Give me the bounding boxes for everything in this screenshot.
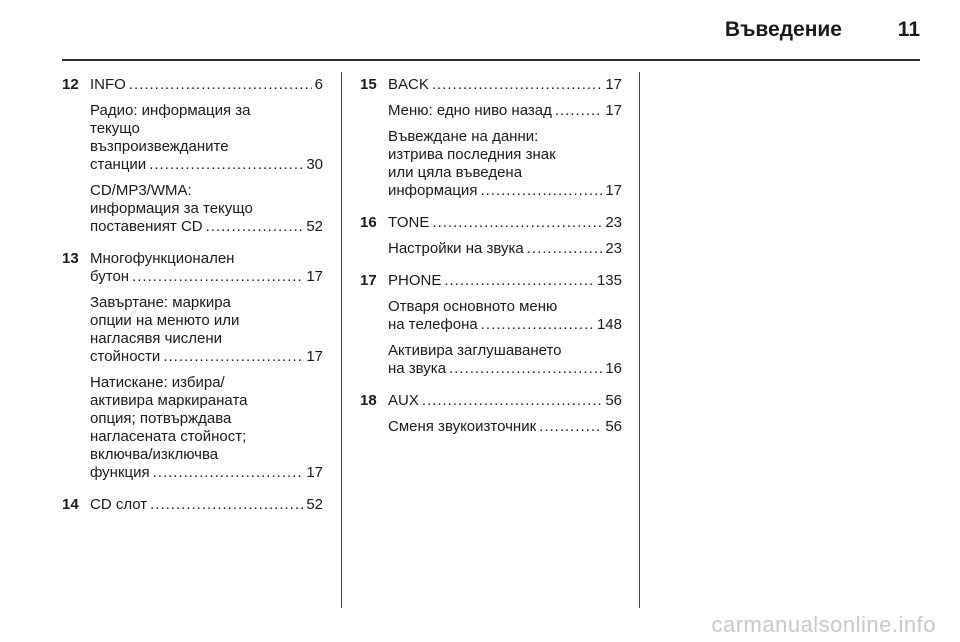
column-divider — [639, 72, 640, 608]
page-header — [62, 16, 920, 60]
sub-entry: Въвеждане на данни: изтрива последния знак или цяла въведена информация ..... 17 — [388, 128, 622, 200]
entry-number: 18 — [360, 392, 377, 409]
entry-main: BACK ..... 17 — [388, 76, 622, 94]
entry-number: 17 — [360, 272, 377, 289]
right-column — [360, 76, 622, 450]
sub-entry: Сменя звукоизточник ..... 56 — [388, 418, 622, 436]
sub-entry: Отваря основното меню на телефона ..... 148 — [388, 298, 622, 334]
page-ref: 135 — [596, 272, 622, 289]
page-ref: 17 — [605, 102, 622, 119]
page-number: 11 — [897, 18, 920, 41]
column-divider — [341, 72, 342, 608]
page-ref: 148 — [596, 316, 622, 333]
page-ref: 23 — [605, 240, 622, 257]
sub-entry: Радио: информация за текущо възпроизвежданите станции ..... 30 — [90, 102, 323, 174]
entry-18 — [360, 392, 622, 436]
page-ref: 30 — [306, 156, 323, 173]
entry-17 — [360, 272, 622, 378]
entry-main: INFO ..... 6 — [90, 76, 323, 94]
entry-main: бутон ..... 17 — [90, 268, 323, 286]
entry-main: TONE ..... 23 — [388, 214, 622, 232]
page-ref: 17 — [306, 268, 323, 285]
page-ref: 17 — [306, 348, 323, 365]
sub-entry: Натискане: избира/ активира маркираната опция; потвърждава нагласената стойност; включва/изключва функция ..... 17 — [90, 374, 323, 482]
left-column — [62, 76, 323, 528]
page-ref: 17 — [605, 76, 622, 93]
header-rule — [62, 59, 920, 61]
entry-number: 13 — [62, 250, 79, 267]
sub-entry: Активира заглушаването на звука ..... 16 — [388, 342, 622, 378]
entry-main: AUX ..... 56 — [388, 392, 622, 410]
sub-entry: Настройки на звука ..... 23 — [388, 240, 622, 258]
page-title: Въведение — [724, 18, 842, 41]
entry-main: PHONE ..... 135 — [388, 272, 622, 290]
entry-16 — [360, 214, 622, 258]
entry-main: CD слот ..... 52 — [90, 496, 323, 514]
page-ref: 17 — [306, 464, 323, 481]
entry-15 — [360, 76, 622, 200]
page-ref: 52 — [306, 218, 323, 235]
page-ref: 56 — [605, 418, 622, 435]
entry-number: 16 — [360, 214, 377, 231]
entry-13: 13 Многофункционален бутон ..... 17 Завъртане: маркира опции на менюто или нагласявя числени стойности ..... 17 Натискане: избира/ активира маркираната опция; потвърждава нагласената стойност; включва/изключва функция ..... 17 — [62, 250, 323, 482]
page-ref: 6 — [314, 76, 323, 93]
sub-entry: CD/MP3/WMA: информация за текущо поставеният CD ..... 52 — [90, 182, 323, 236]
page-ref: 16 — [605, 360, 622, 377]
sub-entry: Меню: едно ниво назад ..... 17 — [388, 102, 622, 120]
entry-12 — [62, 76, 323, 236]
entry-number: 12 — [62, 76, 79, 93]
page-ref: 17 — [605, 182, 622, 199]
entry-14 — [62, 496, 323, 514]
entry-number: 15 — [360, 76, 377, 93]
sub-entry: Завъртане: маркира опции на менюто или нагласявя числени стойности ..... 17 — [90, 294, 323, 366]
page-ref: 56 — [605, 392, 622, 409]
page-ref: 52 — [306, 496, 323, 513]
watermark: carmanualsonline.info — [711, 612, 936, 637]
entry-number: 14 — [62, 496, 79, 513]
page-ref: 23 — [605, 214, 622, 231]
